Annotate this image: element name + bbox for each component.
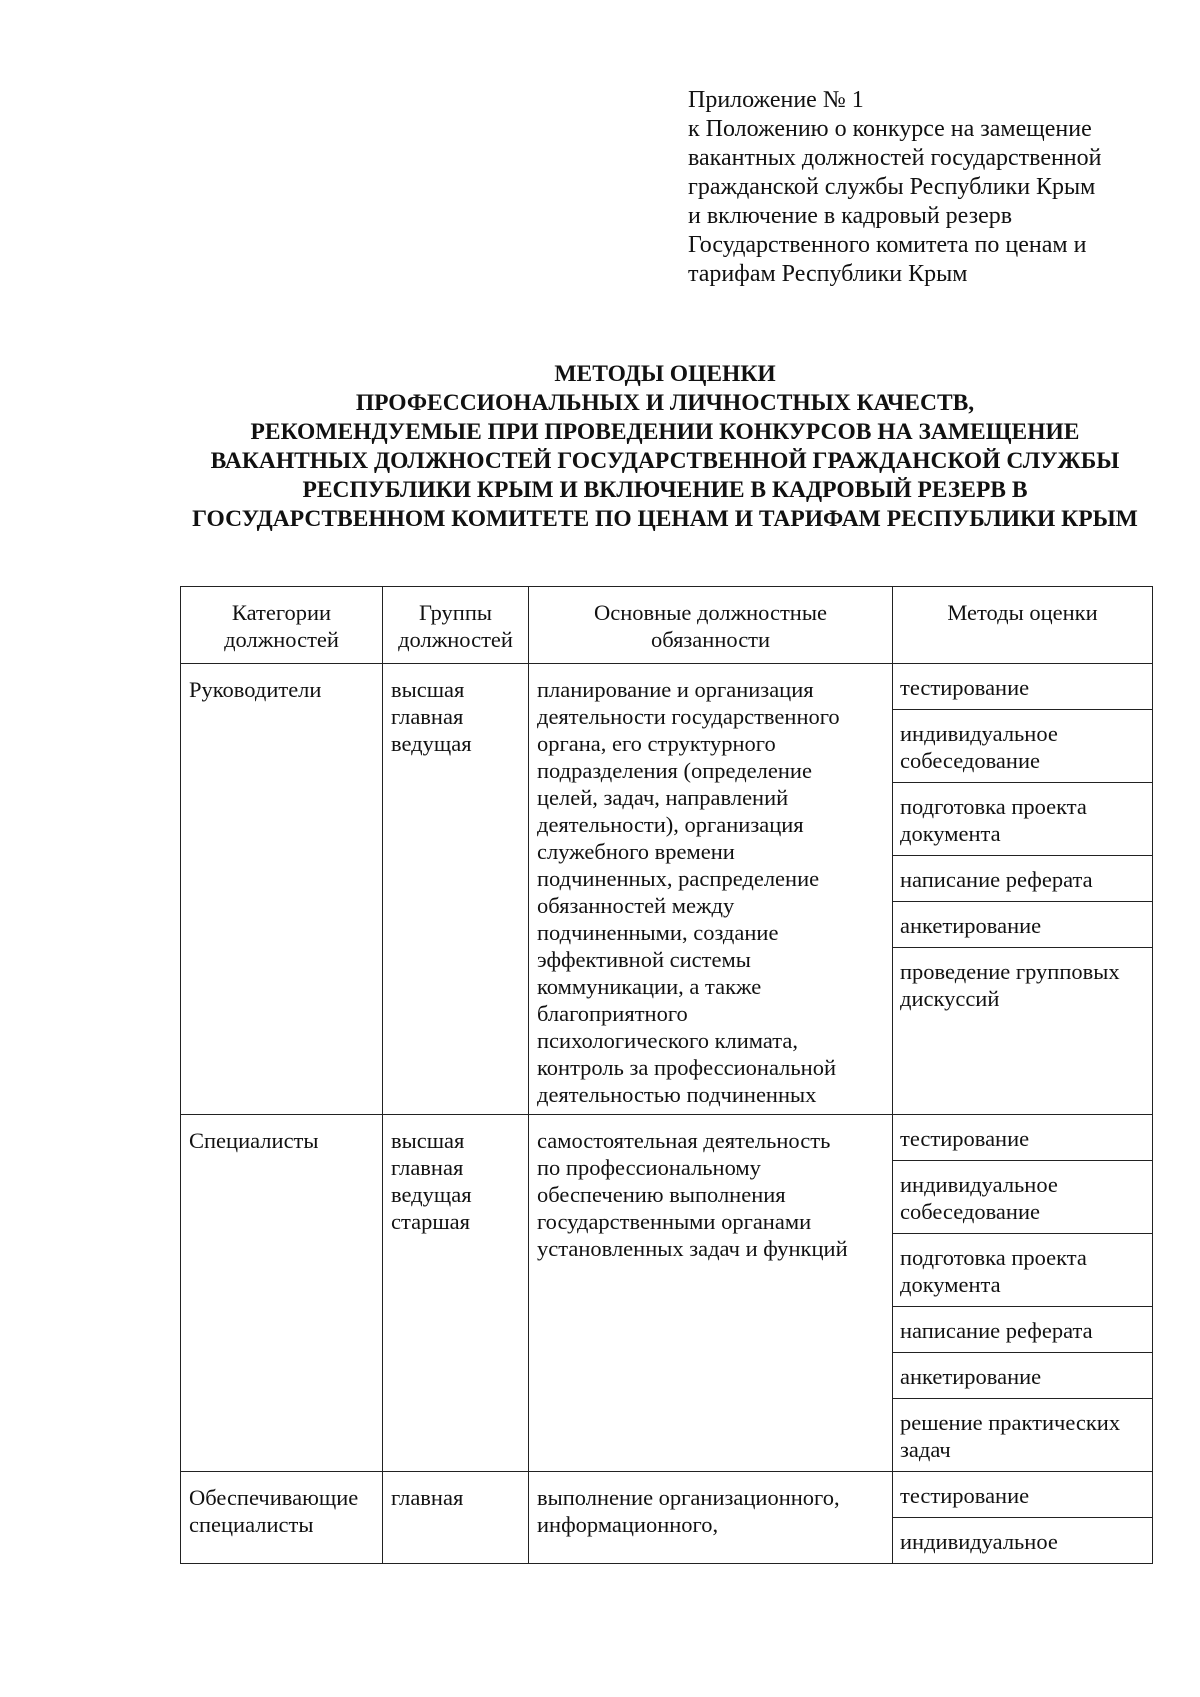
- method-item: индивидуальное собеседование: [893, 710, 1152, 783]
- annex-line: вакантных должностей государственной: [688, 145, 1102, 171]
- title-line: РЕСПУБЛИКИ КРЫМ И ВКЛЮЧЕНИЕ В КАДРОВЫЙ РЕЗЕРВ В: [302, 477, 1028, 503]
- annex-line: Государственного комитета по ценам и: [688, 232, 1087, 258]
- method-item: анкетирование: [893, 902, 1152, 948]
- annex-line: к Положению о конкурсе на замещение: [688, 116, 1092, 142]
- header-category: Категории должностей: [181, 587, 383, 664]
- category-cell: Специалисты: [181, 1115, 383, 1472]
- methods-cell: [893, 1472, 1153, 1564]
- annex-line: Приложение № 1: [688, 87, 864, 113]
- duties-cell: самостоятельная деятельность по профессиональному обеспечению выполнения государственными органами установленных задач и функций: [529, 1115, 893, 1472]
- groups-cell: высшая главная ведущая: [383, 664, 529, 1115]
- annex-reference: [688, 86, 1128, 289]
- method-item: написание реферата: [893, 856, 1152, 902]
- groups-cell: главная: [383, 1472, 529, 1564]
- header-groups: Группы должностей: [383, 587, 529, 664]
- method-item: написание реферата: [893, 1307, 1152, 1353]
- duties-cell: выполнение организационного, информационного,: [529, 1472, 893, 1564]
- methods-list: [893, 1472, 1152, 1563]
- methods-cell: [893, 1115, 1153, 1472]
- methods-list: [893, 1115, 1152, 1471]
- category-cell: Обеспечивающие специалисты: [181, 1472, 383, 1564]
- method-item: индивидуальное собеседование: [893, 1161, 1152, 1234]
- methods-list: [893, 664, 1152, 1020]
- method-item: решение практических задач: [900, 1410, 1121, 1462]
- duties-cell: планирование и организация деятельности государственного органа, его структурного подразделения (определение целей, задач, направлений деятельности), организация служебного времени подчиненных, распределение обязанностей между подчиненными, создание эффективной системы коммуникации, а также благоприятного психологического климата, контроль за профессиональной деятельностью подчиненных: [529, 664, 893, 1115]
- header-duties: Основные должностные обязанности: [529, 587, 893, 664]
- method-item: подготовка проекта документа: [893, 783, 1152, 856]
- title-line: ГОСУДАРСТВЕННОМ КОМИТЕТЕ ПО ЦЕНАМ И ТАРИФАМ РЕСПУБЛИКИ КРЫМ: [192, 506, 1138, 532]
- groups-cell: высшая главная ведущая старшая: [383, 1115, 529, 1472]
- assessment-methods-table: [180, 586, 1153, 1564]
- title-line: ВАКАНТНЫХ ДОЛЖНОСТЕЙ ГОСУДАРСТВЕННОЙ ГРАЖДАНСКОЙ СЛУЖБЫ: [210, 448, 1120, 474]
- method-item: тестирование: [893, 1472, 1152, 1518]
- method-item: подготовка проекта документа: [893, 1234, 1152, 1307]
- document-title: [100, 360, 1200, 534]
- table-row: [181, 1472, 1153, 1564]
- header-methods: Методы оценки: [893, 587, 1153, 664]
- method-item: проведение групповых дискуссий: [900, 959, 1120, 1011]
- method-item: тестирование: [893, 664, 1152, 710]
- annex-line: тарифам Республики Крым: [688, 261, 968, 287]
- title-line: ПРОФЕССИОНАЛЬНЫХ И ЛИЧНОСТНЫХ КАЧЕСТВ,: [355, 390, 975, 416]
- annex-line: гражданской службы Республики Крым: [688, 174, 1096, 200]
- category-cell: Руководители: [181, 664, 383, 1115]
- annex-line: и включение в кадровый резерв: [688, 203, 1013, 229]
- table-row: [181, 664, 1153, 1115]
- method-item: тестирование: [893, 1115, 1152, 1161]
- title-line: РЕКОМЕНДУЕМЫЕ ПРИ ПРОВЕДЕНИИ КОНКУРСОВ НА ЗАМЕЩЕНИЕ: [250, 419, 1080, 445]
- table-header-row: [181, 587, 1153, 664]
- title-line: МЕТОДЫ ОЦЕНКИ: [554, 361, 776, 387]
- method-item: индивидуальное: [900, 1529, 1058, 1554]
- table-row: [181, 1115, 1153, 1472]
- method-item: анкетирование: [893, 1353, 1152, 1399]
- methods-cell: [893, 664, 1153, 1115]
